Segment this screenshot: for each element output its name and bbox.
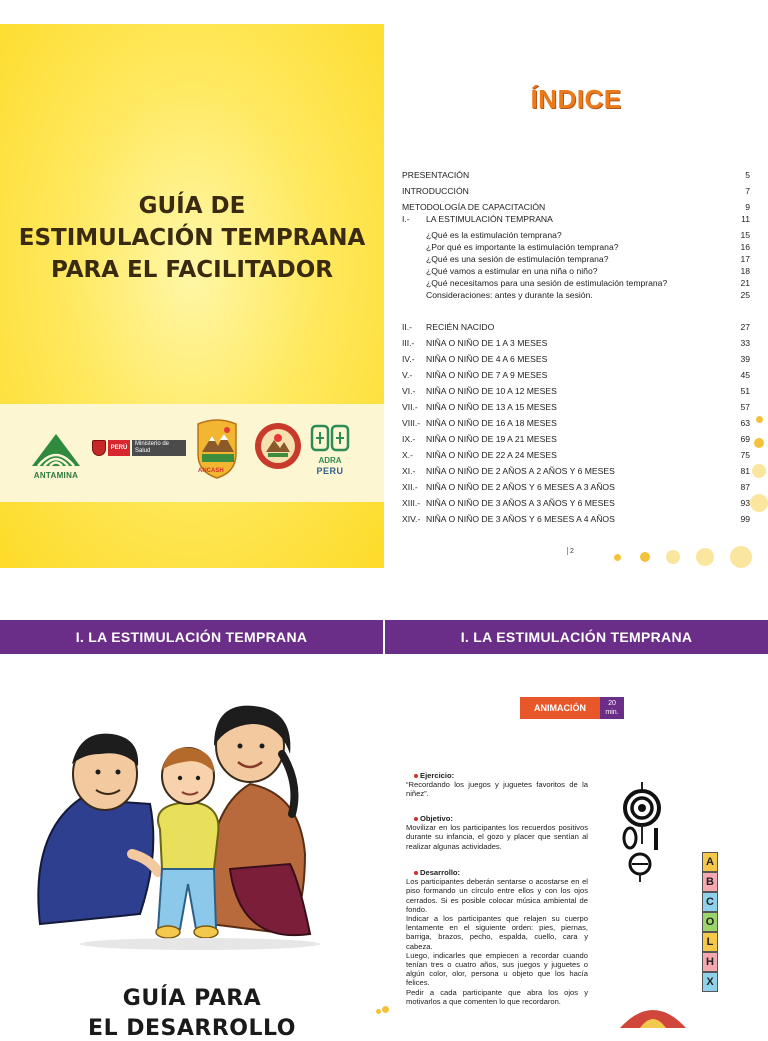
decorative-dot (696, 548, 714, 566)
page-number-value: 2 (570, 547, 574, 555)
letter-block: X (702, 972, 718, 992)
toc-entry-number: I.- (402, 214, 410, 224)
objective-text: Movilizar en los participantes los recuerdos positivos durante su infancia, el gozo y placer que sentían al realizar algunas actividades. (406, 823, 588, 851)
toc-entry-label: INTRODUCCIÓN (402, 186, 469, 196)
toc-entry (402, 290, 750, 302)
antamina-logo (30, 426, 82, 480)
toc-entry-label: NIÑA O NIÑO DE 19 A 21 MESES (426, 434, 557, 444)
development-heading: Desarrollo: (406, 868, 588, 877)
decorative-dot (666, 550, 680, 564)
animation-duration (600, 697, 624, 719)
letter-block: H (702, 952, 718, 972)
toc-entry-label: ¿Qué necesitamos para una sesión de estimulación temprana? (426, 278, 668, 288)
antamina-logo-text: ANTAMINA (33, 471, 79, 480)
toc-entry (402, 498, 750, 510)
toc-entry-page: 99 (740, 514, 750, 524)
toc-entry-number: V.- (402, 370, 413, 380)
page-number-divider (567, 547, 568, 555)
toc-entry-label: Consideraciones: antes y durante la sesión. (426, 290, 593, 300)
ball-icon (618, 1006, 688, 1028)
guide-subtitle-line2: EL DESARROLLO (88, 1016, 296, 1041)
toc-entry-number: XIII.- (402, 498, 421, 508)
decorative-dot (730, 546, 752, 568)
index-heading: ÍNDICE (530, 84, 622, 114)
letter-block: A (702, 852, 718, 872)
toc-entry-page: 87 (740, 482, 750, 492)
decorative-dot (640, 552, 650, 562)
toc-entry (402, 254, 750, 266)
duration-value: 20 (608, 700, 616, 707)
toc-entry (402, 418, 750, 430)
toc-entry-label: METODOLOGÍA DE CAPACITACIÓN (402, 202, 546, 212)
toc-entry-label: LA ESTIMULACIÓN TEMPRANA (426, 214, 553, 224)
sponsor-logo-band (0, 404, 384, 502)
toc-entry-number: VIII.- (402, 418, 421, 428)
ancash-logo (194, 418, 240, 480)
toc-entry-label: ¿Por qué es importante la estimulación temprana? (426, 242, 619, 252)
decorative-dot (376, 1009, 381, 1014)
decorative-dot (750, 494, 768, 512)
toc-entry-page: 15 (740, 230, 750, 240)
cover-page (0, 24, 384, 568)
toc-entry-page: 5 (745, 170, 750, 180)
cover-title-line: PARA EL FACILITADOR (50, 257, 334, 283)
toc-entry-number: XIV.- (402, 514, 421, 524)
development-section (406, 868, 588, 1006)
toc-entry-page: 63 (740, 418, 750, 428)
toc-entry-label: NIÑA O NIÑO DE 3 AÑOS Y 6 MESES A 4 AÑOS (426, 514, 615, 524)
toc-entry-page: 33 (740, 338, 750, 348)
toc-entry (402, 230, 750, 242)
hanging-toy-icon (610, 782, 680, 892)
toc-entry-number: II.- (402, 322, 413, 332)
toc-entry-number: VII.- (402, 402, 418, 412)
toc-entry-label: ¿Qué es una sesión de estimulación temprana? (426, 254, 609, 264)
adra-emblem-icon (310, 422, 350, 454)
toc-entry (402, 450, 750, 462)
toc-entry-page: 11 (741, 214, 750, 224)
toc-entry (402, 338, 750, 350)
toc-entry-number: III.- (402, 338, 415, 348)
letter-block: L (702, 932, 718, 952)
toc-entry-label: NIÑA O NIÑO DE 1 A 3 MESES (426, 338, 548, 348)
toc-entry (402, 202, 750, 214)
toc-entry (402, 466, 750, 478)
toc-entry-label: NIÑA O NIÑO DE 22 A 24 MESES (426, 450, 557, 460)
toc-entry-label: NIÑA O NIÑO DE 13 A 15 MESES (426, 402, 557, 412)
toc-entry (402, 370, 750, 382)
ancash-logo-text: ANCASH (198, 468, 224, 474)
toc-entry-page: 18 (740, 266, 750, 276)
toc-entry-page: 7 (745, 186, 750, 196)
municipal-seal-logo (254, 422, 302, 470)
toc-entry-page: 51 (740, 386, 750, 396)
toc-entry-label: NIÑA O NIÑO DE 3 AÑOS A 3 AÑOS Y 6 MESES (426, 498, 615, 508)
exercise-section (406, 771, 588, 799)
toc-entry-label: NIÑA O NIÑO DE 7 A 9 MESES (426, 370, 548, 380)
cover-title-line: GUÍA DE (138, 193, 246, 219)
exercise-text: “Recordando los juegos y juguetes favoritos de la niñez”. (406, 780, 588, 799)
toc-entry (402, 214, 750, 226)
toc-entry-label: NIÑA O NIÑO DE 4 A 6 MESES (426, 354, 548, 364)
toc-entry-page: 69 (740, 434, 750, 444)
toc-entry-page: 27 (740, 322, 750, 332)
toc-entry-page: 39 (740, 354, 750, 364)
toc-entry-label: NIÑA O NIÑO DE 10 A 12 MESES (426, 386, 557, 396)
cover-title (0, 190, 384, 286)
adra-country-text: PERU (316, 466, 344, 476)
index-page (384, 24, 768, 568)
toc-entry-number: IX.- (402, 434, 416, 444)
toc-entry (402, 386, 750, 398)
toc-entry-number: XII.- (402, 482, 418, 492)
cover-title-line: ESTIMULACIÓN TEMPRANA (18, 225, 366, 251)
toc-entry-page: 81 (740, 466, 750, 476)
objective-heading: Objetivo: (406, 814, 588, 823)
toc-entry-label: PRESENTACIÓN (402, 170, 470, 180)
adra-logo (310, 422, 350, 482)
toc-entry-number: VI.- (402, 386, 416, 396)
page-number (567, 547, 574, 555)
decorative-dot (614, 554, 621, 561)
development-paragraph: Pedir a cada participante que abra los ojos y motivarlos a que comenten lo que recordaron. (406, 987, 588, 1006)
toc-entry (402, 266, 750, 278)
development-paragraph: Los participantes deberán sentarse o acostarse en el piso formando un círculo entre ellos y con los ojos cerrados. Si es posible colocar música ambiental de fondo. (406, 877, 588, 914)
toc-entry (402, 322, 750, 334)
letter-block: O (702, 912, 718, 932)
objective-section (406, 814, 588, 851)
decorative-dot (382, 1006, 389, 1013)
development-paragraph: Indicar a los participantes que relajen su cuerpo lentamente en el siguiente orden: pies, piernas, barriga, brazos, pecho, espalda, cuello, cara y cabeza. (406, 914, 588, 951)
family-illustration (0, 654, 384, 954)
toc-entry-page: 45 (740, 370, 750, 380)
decorative-dot (756, 416, 763, 423)
toc-entry (402, 278, 750, 290)
toc-entry (402, 514, 750, 526)
minsa-logo (92, 438, 186, 460)
toc-entry-label: NIÑA O NIÑO DE 16 A 18 MESES (426, 418, 557, 428)
round-seal-icon (254, 422, 302, 470)
toc-entry (402, 354, 750, 366)
activity-page (384, 654, 768, 1024)
toc-entry-number: XI.- (402, 466, 416, 476)
toc-entry-page: 21 (740, 278, 750, 288)
toc-entry-page: 16 (740, 242, 750, 252)
minsa-country: PERÚ (108, 440, 130, 456)
decorative-dot (752, 464, 766, 478)
exercise-heading: Ejercicio: (406, 771, 588, 780)
duration-unit: min. (605, 709, 619, 716)
toc-entry (402, 242, 750, 254)
toc-entry-label: NIÑA O NIÑO DE 2 AÑOS A 2 AÑOS Y 6 MESES (426, 466, 615, 476)
section-header-bar: I. LA ESTIMULACIÓN TEMPRANA (385, 620, 768, 654)
toc-entry-number: IV.- (402, 354, 415, 364)
toc-entry-page: 57 (740, 402, 750, 412)
section-header-bar: I. LA ESTIMULACIÓN TEMPRANA (0, 620, 383, 654)
toc-entry (402, 170, 750, 182)
toc-entry-page: 75 (740, 450, 750, 460)
toc-entry-label: NIÑA O NIÑO DE 2 AÑOS Y 6 MESES A 3 AÑOS (426, 482, 615, 492)
toc-entry-page: 25 (740, 290, 750, 300)
toc-entry-page: 9 (745, 202, 750, 212)
antamina-mountain-icon (30, 426, 82, 470)
toc-entry-number: X.- (402, 450, 413, 460)
toc-entry (402, 434, 750, 446)
toc-entry-page: 17 (740, 254, 750, 264)
animation-label: ANIMACIÓN (520, 697, 600, 719)
guide-subtitle-line1: GUÍA PARA (122, 986, 262, 1011)
toc-entry (402, 482, 750, 494)
letter-block: C (702, 892, 718, 912)
toc-entry (402, 186, 750, 198)
toc-entry-label: RECIÉN NACIDO (426, 322, 495, 332)
minsa-name: Ministerio de Salud (132, 440, 186, 456)
peru-shield-icon (92, 440, 106, 456)
toc-entry-label: ¿Qué es la estimulación temprana? (426, 230, 562, 240)
toc-entry-label: ¿Qué vamos a estimular en una niña o niño? (426, 266, 598, 276)
toc-entry-page: 93 (740, 498, 750, 508)
development-paragraph: Luego, indicarles que empiecen a recordar cuando tenían tres o cuatro años, sus juegos y juguetes o algún color, olor, persona u objeto que los hacía felices. (406, 950, 588, 988)
toc-entry (402, 402, 750, 414)
adra-logo-text: ADRA (318, 456, 342, 465)
illustration-page (0, 654, 384, 1041)
letter-block: B (702, 872, 718, 892)
decorative-dot (754, 438, 764, 448)
